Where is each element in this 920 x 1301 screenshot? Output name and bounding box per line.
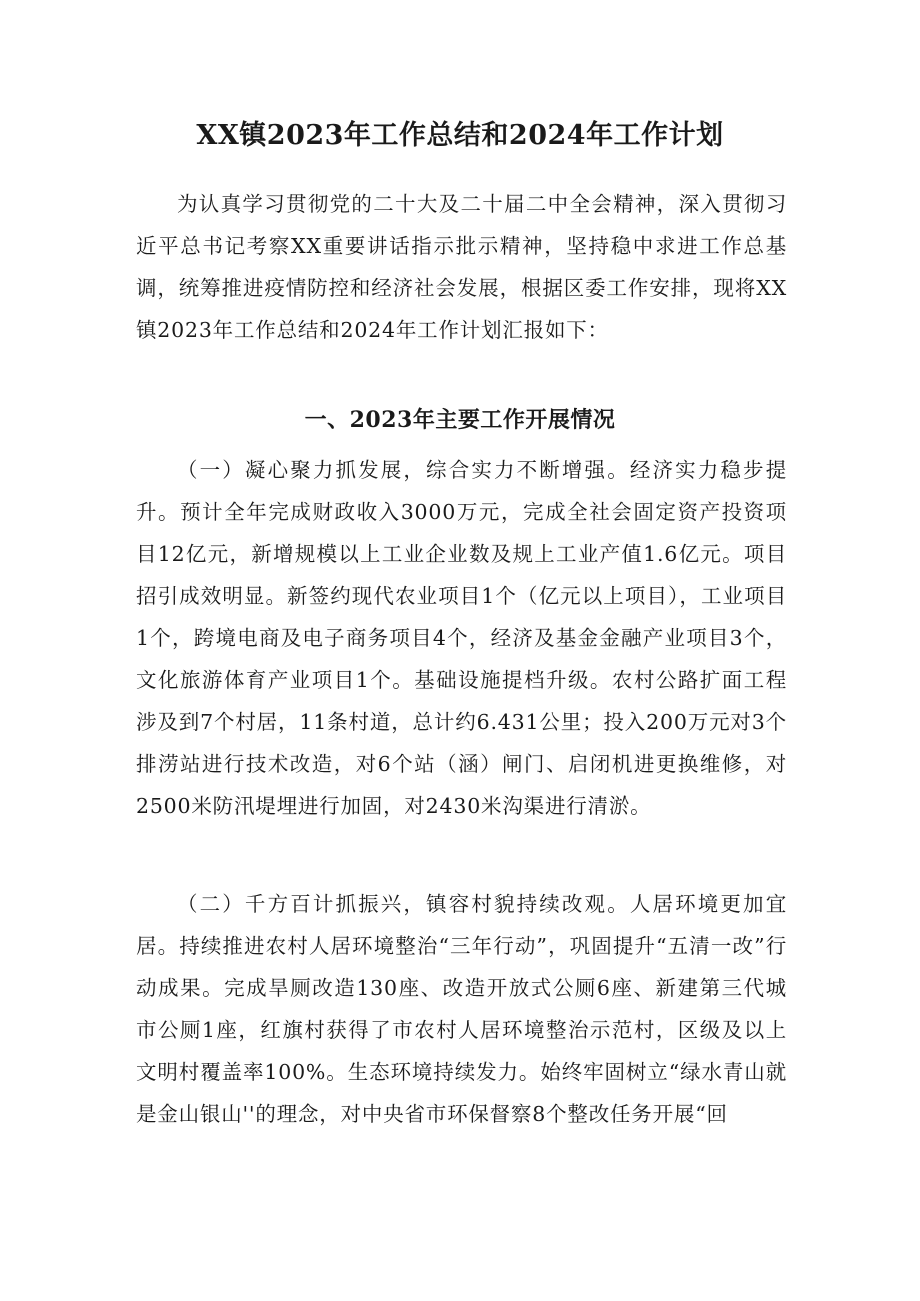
paragraph-revitalization: （二）千方百计抓振兴，镇容村貌持续改观。人居环境更加宜居。持续推进农村人居环境整治“三年行动”，巩固提升“五清一改”行动成果。完成旱厕改造130座、改造开放式公厕6座、新建第三代城市公厕1座，红旗村获得了市农村人居环境整治示范村，区级及以上文明村覆盖率100%。生态环境持续发力。始终牢固树立“绿水青山就是金山银山''的理念，对中央省市环保督察8个整改任务开展“回 (136, 892, 787, 1126)
intro-paragraph: 为认真学习贯彻党的二十大及二十届二中全会精神，深入贯彻习近平总书记考察XX重要讲话指示批示精神，坚持稳中求进工作总基调，统筹推进疫情防控和经济社会发展，根据区委工作安排，现将XX镇2023年工作总结和2024年工作计划汇报如下： (136, 192, 787, 342)
document-title: XX镇2023年工作总结和2024年工作计划 (196, 120, 724, 151)
paragraph-development: （一）凝心聚力抓发展，综合实力不断增强。经济实力稳步提升。预计全年完成财政收入3000万元，完成全社会固定资产投资项目12亿元，新增规模以上工业企业数及规上工业产值1.6亿元。项目招引成效明显。新签约现代农业项目1个（亿元以上项目），工业项目1个，跨境电商及电子商务项目4个，经济及基金金融产业项目3个，文化旅游体育产业项目1个。基础设施提档升级。农村公路扩面工程涉及到7个村居，11条村道，总计约6.431公里；投入200万元对3个排涝站进行技术改造，对6个站（涵）闸门、启闭机进更换维修，对2500米防汛堤埋进行加固，对2430米沟渠进行清淤。 (136, 458, 787, 818)
section-heading: 一、2023年主要工作开展情况 (304, 407, 616, 433)
